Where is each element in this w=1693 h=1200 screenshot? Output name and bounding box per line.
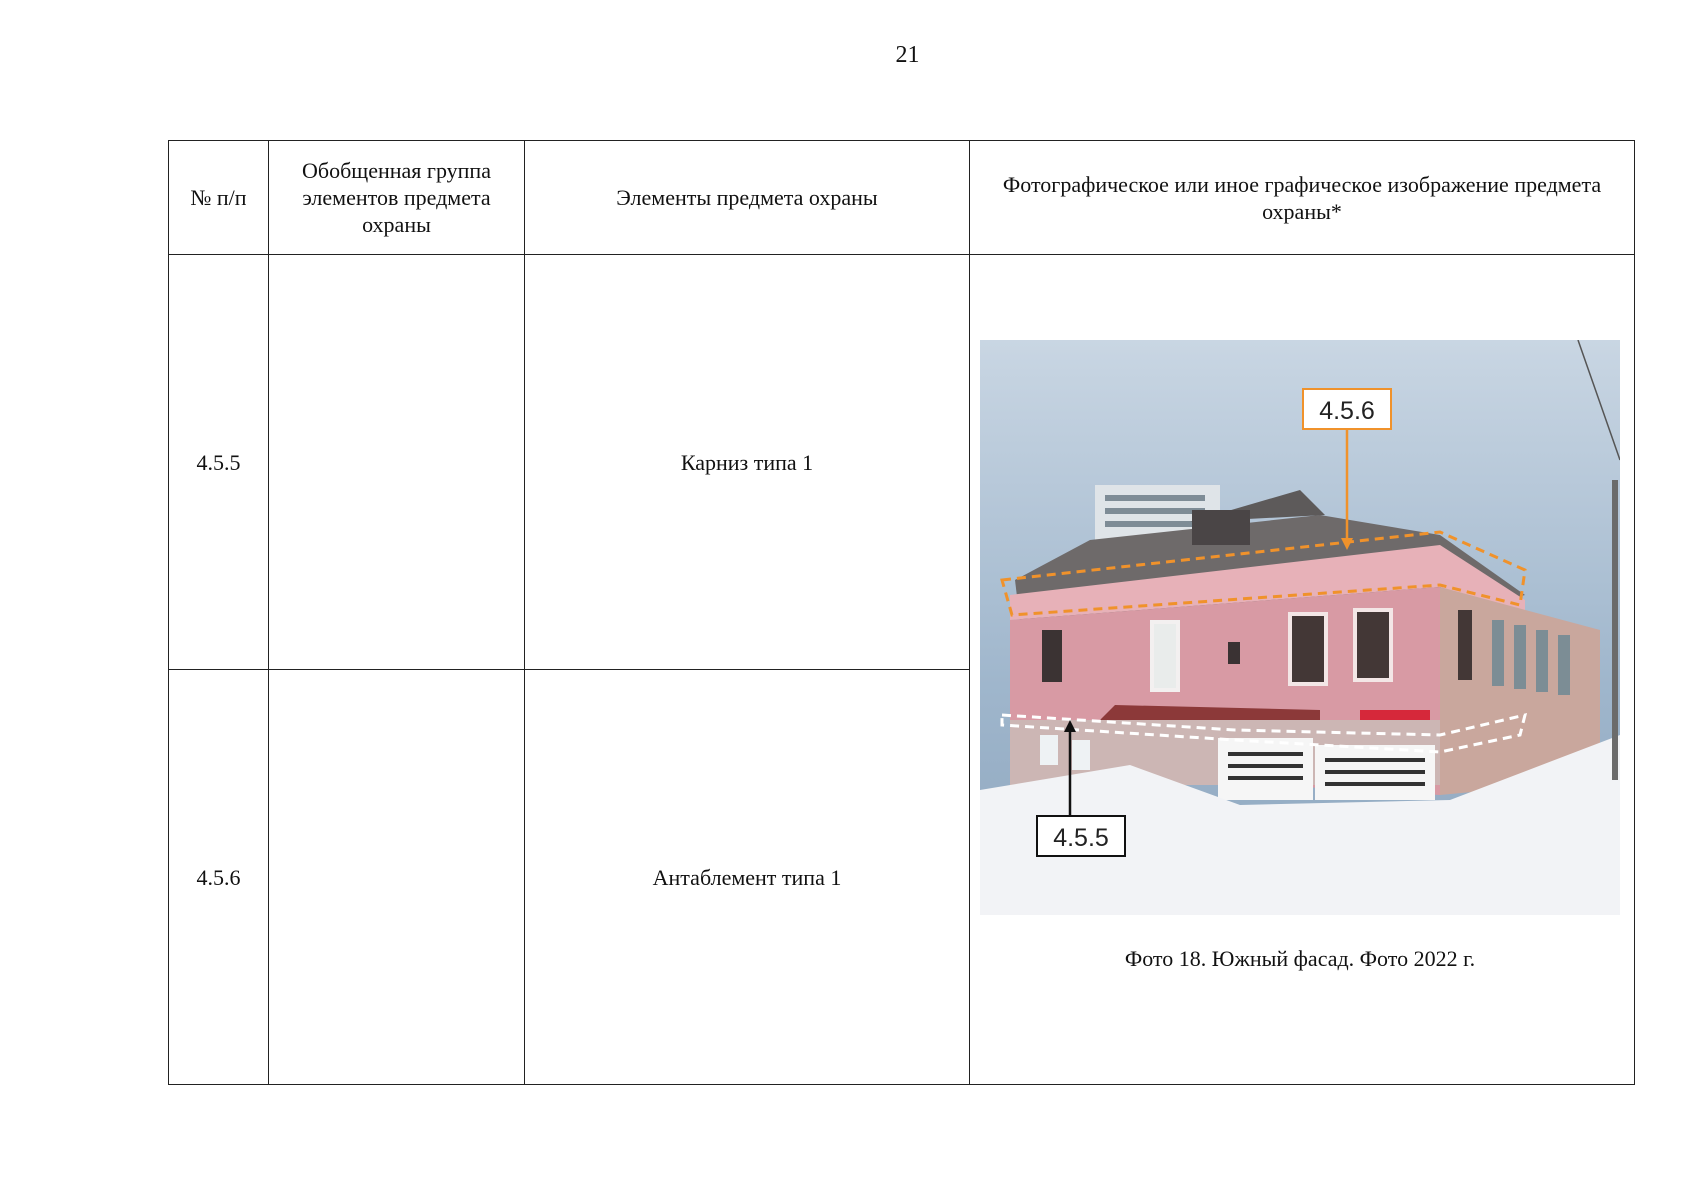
callout-entablature: 4.5.5: [1036, 815, 1126, 857]
row-number: 4.5.6: [169, 670, 269, 1085]
table-row: [169, 255, 1635, 670]
page-number: 21: [895, 42, 920, 68]
row-group: [269, 255, 525, 670]
header-number: № п/п: [169, 141, 269, 255]
photo-cell: [970, 255, 1635, 1085]
row-number: 4.5.5: [169, 255, 269, 670]
row-element: Карниз типа 1: [525, 255, 970, 670]
header-image: Фотографическое или иное графическое изображение предмета охраны*: [970, 141, 1635, 255]
header-group: Обобщенная группа элементов предмета охраны: [269, 141, 525, 255]
photo-caption: Фото 18. Южный фасад. Фото 2022 г.: [1124, 946, 1476, 972]
row-group: [269, 670, 525, 1085]
callout-cornice: 4.5.6: [1302, 388, 1392, 430]
header-elements: Элементы предмета охраны: [525, 141, 970, 255]
table-header-row: [169, 141, 1635, 255]
facade-photo: [980, 340, 1620, 915]
row-element: Антаблемент типа 1: [525, 670, 970, 1085]
protection-elements-table: [168, 140, 1635, 1085]
